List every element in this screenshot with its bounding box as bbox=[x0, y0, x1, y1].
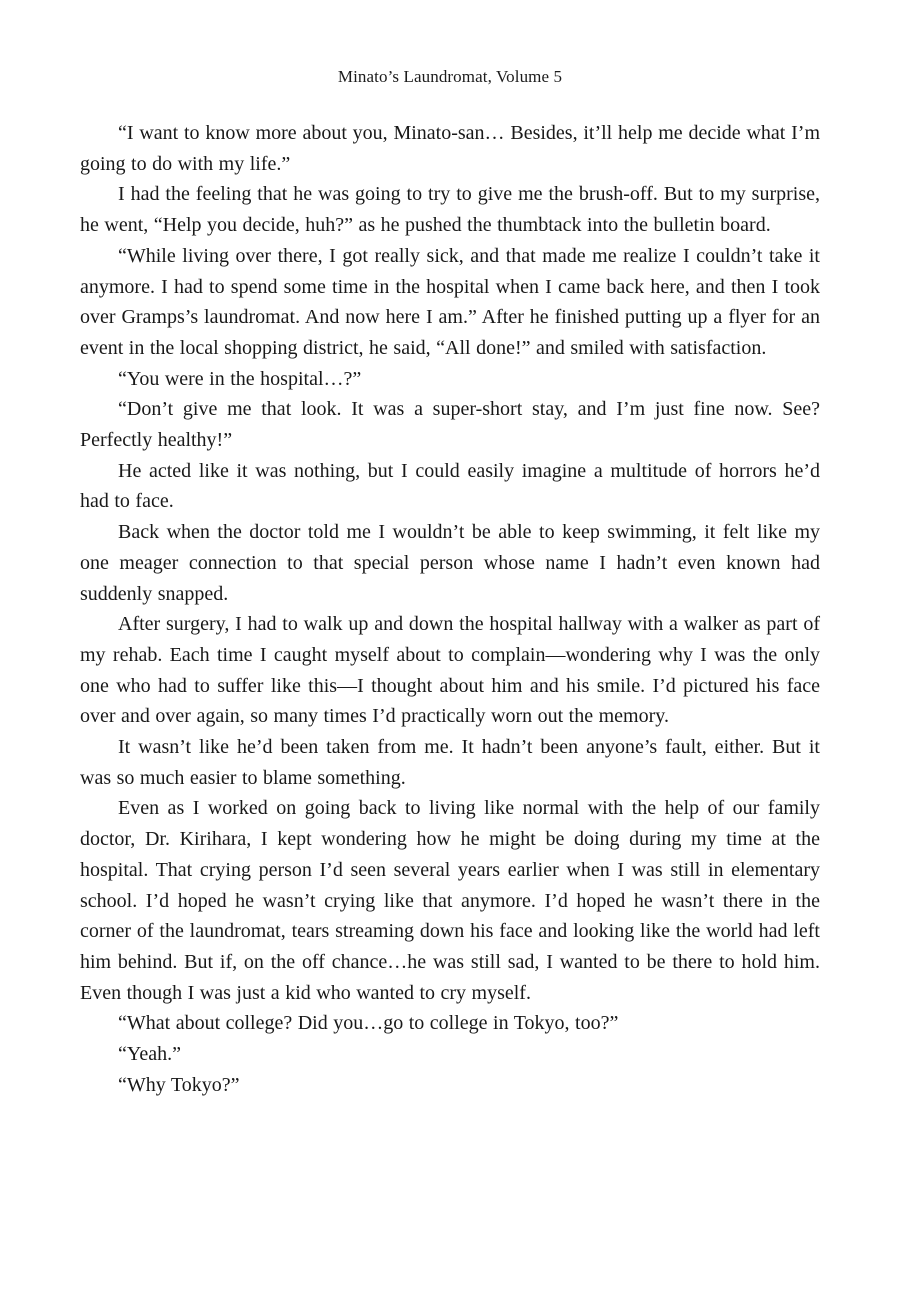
paragraph: He acted like it was nothing, but I could easily imagine a multitude of horrors he’d had to face. bbox=[80, 459, 820, 513]
paragraph: After surgery, I had to walk up and down the hospital hallway with a walker as part of my rehab. Each time I caught myself about to complain—wondering why I was the only one who had to suffer like this—I thought about him and his smile. I’d pictured his face over and over again, so many times I’d practically worn out the memory. bbox=[80, 613, 820, 728]
paragraph: “I want to know more about you, Minato-san… Besides, it’ll help me decide what I’m going to do with my life.” bbox=[80, 122, 820, 175]
paragraph: “You were in the hospital…?” bbox=[118, 367, 362, 390]
paragraph: Even as I worked on going back to living like normal with the help of our family doctor, Dr. Kirihara, I kept wondering how he might be doing during my time at the hospital. That crying person I’d seen several years earlier when I was still in elementary school. I’d hoped he wasn’t crying like that anymore. I’d hoped he wasn’t there in the corner of the laundromat, tears streaming down his face and looking like the world had left him behind. But if, on the off chance…he was still sad, I wanted to be there to hold him. Even though I was just a kid who wanted to cry myself. bbox=[80, 797, 820, 1004]
paragraph: Back when the doctor told me I wouldn’t be able to keep swimming, it felt like my one meager connection to that special person whose name I hadn’t even known had suddenly snapped. bbox=[80, 521, 820, 605]
body-text bbox=[80, 118, 820, 1101]
paragraph: “While living over there, I got really sick, and that made me realize I couldn’t take it anymore. I had to spend some time in the hospital when I came back here, and then I took over Gramps’s laundromat. And now here I am.” After he finished putting up a flyer for an event in the local shopping district, he said, “All done!” and smiled with satisfaction. bbox=[80, 244, 820, 359]
running-header: Minato’s Laundromat, Volume 5 bbox=[337, 67, 563, 86]
paragraph: “Yeah.” bbox=[118, 1043, 181, 1066]
paragraph: “Why Tokyo?” bbox=[118, 1073, 240, 1096]
paragraph: “What about college? Did you…go to college in Tokyo, too?” bbox=[118, 1012, 619, 1035]
paragraph: It wasn’t like he’d been taken from me. It hadn’t been anyone’s fault, either. But it was so much easier to blame something. bbox=[80, 736, 820, 789]
paragraph: “Don’t give me that look. It was a super-short stay, and I’m just fine now. See? Perfectly healthy!” bbox=[80, 398, 820, 452]
paragraph: I had the feeling that he was going to try to give me the brush-off. But to my surprise, he went, “Help you decide, huh?” as he pushed the thumbtack into the bulletin board. bbox=[80, 183, 820, 237]
